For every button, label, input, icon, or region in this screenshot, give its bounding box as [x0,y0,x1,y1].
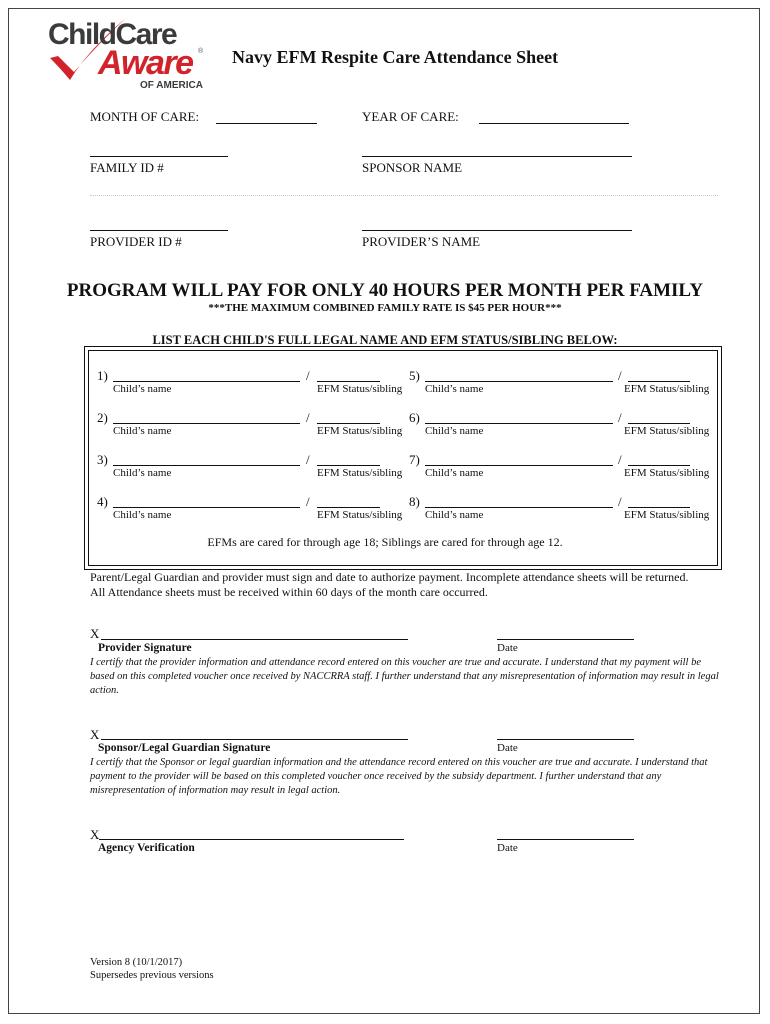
child-number: 7) [409,452,420,467]
logo-word-aware: Aware [98,44,193,82]
child-name-field[interactable] [425,381,613,382]
separator-slash: / [618,368,622,383]
sponsor-signature-field[interactable] [101,739,408,740]
agency-x-mark: X [90,827,100,842]
children-list-heading: LIST EACH CHILD'S FULL LEGAL NAME AND EFM STATUS/SIBLING BELOW: [152,333,618,347]
child-number: 1) [97,368,108,383]
program-limit-banner: PROGRAM WILL PAY FOR ONLY 40 HOURS PER MONTH PER FAMILY [66,280,704,301]
efm-status-field[interactable] [628,423,690,424]
efm-status-field[interactable] [628,465,690,466]
child-name-caption: Child’s name [425,467,484,479]
childcare-aware-logo [48,14,208,96]
max-rate-notice: ***THE MAXIMUM COMBINED FAMILY RATE IS $45 PER HOUR*** [208,302,562,314]
separator-slash: / [306,452,310,467]
efm-status-field[interactable] [317,507,380,508]
separator-slash: / [618,452,622,467]
agency-verification-label: Agency Verification [98,842,195,854]
supersedes-label: Supersedes previous versions [90,970,214,981]
child-name-field[interactable] [113,507,300,508]
provider-id-field[interactable] [90,230,228,231]
efm-status-caption: EFM Status/sibling [624,509,710,521]
family-id-field[interactable] [90,156,228,157]
child-name-field[interactable] [113,465,300,466]
logo-of-america: OF AMERICA [140,80,203,91]
efm-status-caption: EFM Status/sibling [317,467,403,479]
provider-name-field[interactable] [362,230,632,231]
efm-status-field[interactable] [628,507,690,508]
provider-signature-label: Provider Signature [98,642,192,654]
child-name-caption: Child’s name [113,467,172,479]
child-name-field[interactable] [113,423,300,424]
sponsor-date-field[interactable] [497,739,634,740]
child-name-field[interactable] [425,423,613,424]
efm-status-field[interactable] [628,381,690,382]
provider-certification: I certify that the provider information and attendance record entered on this voucher are true and accurate. I understand that my payment will be based on this completed voucher once received by NACCRRA staff. I further understand that any misrepresentation of information may result in legal action. [90,657,719,696]
month-of-care-label: MONTH OF CARE: [90,109,200,124]
efm-status-caption: EFM Status/sibling [624,467,710,479]
sponsor-x-mark: X [90,727,100,742]
efm-status-field[interactable] [317,423,380,424]
efm-status-caption: EFM Status/sibling [624,425,710,437]
month-of-care-field[interactable] [216,123,317,124]
child-name-field[interactable] [113,381,300,382]
child-name-caption: Child’s name [425,425,484,437]
separator-slash: / [306,368,310,383]
efm-age-note: EFMs are cared for through age 18; Siblings are cared for through age 12. [207,535,563,549]
sponsor-certification: I certify that the Sponsor or legal guardian information and the attendance record entered on this voucher are true and accurate. I understand that payment to the provider will be based on this completed voucher once received by the subsidy department. I further understand that any misrepresentation of information may result in legal action. [90,757,708,796]
child-number: 2) [97,410,108,425]
year-of-care-field[interactable] [479,123,629,124]
efm-status-field[interactable] [317,465,380,466]
sponsor-name-field[interactable] [362,156,632,157]
provider-signature-field[interactable] [101,639,408,640]
separator-slash: / [306,410,310,425]
logo-word-child: Child [48,18,116,51]
sponsor-signature-label: Sponsor/Legal Guardian Signature [98,742,271,754]
efm-status-caption: EFM Status/sibling [317,383,403,395]
authorization-instructions: Parent/Legal Guardian and provider must sign and date to authorize payment. Incomplete attendance sheets will be returned. All Attendance sheets must be received within 60 days of the month care occurred. [90,570,689,599]
section-divider [90,195,718,196]
child-name-caption: Child’s name [113,383,172,395]
provider-name-label: PROVIDER’S NAME [362,234,481,249]
child-number: 3) [97,452,108,467]
child-number: 6) [409,410,420,425]
sponsor-name-label: SPONSOR NAME [362,160,463,175]
year-of-care-label: YEAR OF CARE: [362,109,459,124]
child-number: 5) [409,368,420,383]
agency-date-field[interactable] [497,839,634,840]
provider-x-mark: X [90,626,100,641]
family-id-label: FAMILY ID # [90,160,164,175]
efm-status-caption: EFM Status/sibling [317,425,403,437]
child-name-caption: Child’s name [425,509,484,521]
logo-word-care: Care [115,18,177,51]
child-name-field[interactable] [425,507,613,508]
efm-status-caption: EFM Status/sibling [317,509,403,521]
version-label: Version 8 (10/1/2017) [90,957,183,968]
logo-registered-mark: ® [198,48,204,55]
efm-status-field[interactable] [317,381,380,382]
agency-verification-field[interactable] [99,839,404,840]
sponsor-date-label: Date [497,742,518,754]
child-number: 4) [97,494,108,509]
page-title: Navy EFM Respite Care Attendance Sheet [232,47,559,67]
provider-date-label: Date [497,642,518,654]
separator-slash: / [306,494,310,509]
separator-slash: / [618,494,622,509]
provider-id-label: PROVIDER ID # [90,234,182,249]
child-number: 8) [409,494,420,509]
child-name-caption: Child’s name [425,383,484,395]
child-name-field[interactable] [425,465,613,466]
provider-date-field[interactable] [497,639,634,640]
agency-date-label: Date [497,842,518,854]
child-name-caption: Child’s name [113,425,172,437]
separator-slash: / [618,410,622,425]
efm-status-caption: EFM Status/sibling [624,383,710,395]
child-name-caption: Child’s name [113,509,172,521]
